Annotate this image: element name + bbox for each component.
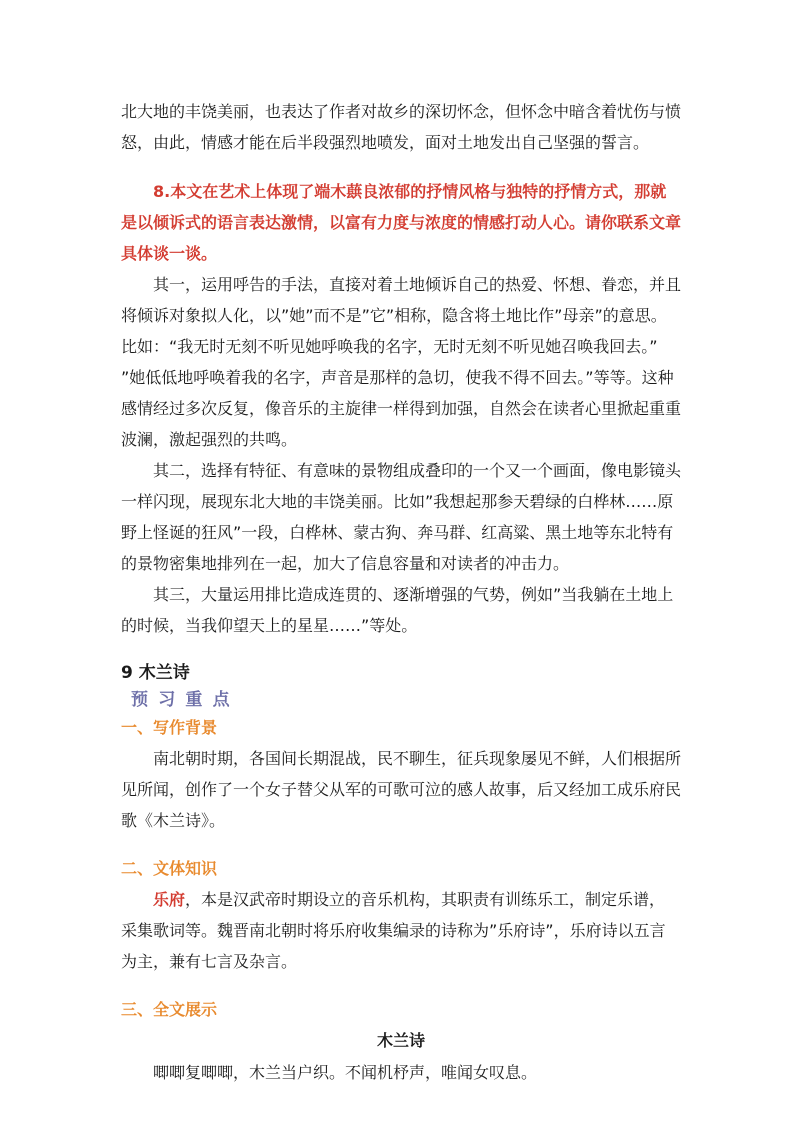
answer-paragraph-3: 其三，大量运用排比造成连贯的、逐渐增强的气势，例如”当我躺在土地上的时候，当我仰望天上的星星……”等处。 [121,585,674,635]
section-heading-genre: 二、文体知识 [121,859,218,878]
spacer [121,158,681,176]
genre-paragraph-text: ，本是汉武帝时期设立的音乐机构，其职责有训练乐工，制定乐谱，采集歌词等。魏晋南北朝时将乐府收集编录的诗称为”乐府诗”，乐府诗以五言为主，兼有七言及杂言。 [121,890,666,971]
section-heading-fulltext: 三、全文展示 [121,1000,218,1019]
poem-title: 木兰诗 [376,1031,425,1050]
poem-first-line: 唧唧复唧唧，木兰当户织。不闻机杼声，唯闻女叹息。 [153,1063,538,1082]
spacer [121,977,681,995]
lesson-title: 9 木兰诗 [121,663,190,683]
background-paragraph: 南北朝时期，各国间长期混战，民不聊生，征兵现象屡见不鲜，人们根据所见所闻，创作了一个女子替父从军的可歌可泣的感人故事，后又经加工成乐府民歌《木兰诗》。 [121,749,682,830]
answer-paragraph-1: 其一，运用呼告的手法，直接对着土地倾诉自己的热爱、怀想、眷恋，并且将倾诉对象拟人化，以”她”而不是”它”相称，隐含将土地比作”母亲”的意思。比如：“我无时无刻不听见她呼唤我的名字，无时无刻不听见她召唤我回去。” ”她低低地呼唤着我的名字，声音是那样的急切，使我不得不回去。”等等。这种感情经过多次反复，像音乐的主旋律一样得到加强，自然会在读者心里掀起重重波澜，激起强烈的共鸣。 [121,275,682,449]
term-yuefu: 乐府 [153,890,186,909]
preview-label: 预习重点 [131,690,240,710]
spacer [121,641,681,659]
spacer [121,836,681,854]
genre-paragraph [121,884,681,977]
answer-paragraph-2: 其二，选择有特征、有意味的景物组成叠印的一个又一个画面，像电影镜头一样闪现，展现东北大地的丰饶美丽。比如”我想起那参天碧绿的白桦林……原野上怪诞的狂风”一段，白桦林、蒙古狗、奔马群、红高粱、黑土地等东北特有的景物密集地排列在一起，加大了信息容量和对读者的冲击力。 [121,461,682,573]
question-8: 8.本文在艺术上体现了端木蕻良浓郁的抒情风格与独特的抒情方式，那就是以倾诉式的语言表达激情，以富有力度与浓度的情感打动人心。请你联系文章具体谈一谈。 [121,182,682,263]
section-heading-background: 一、写作背景 [121,718,218,737]
document-content [121,96,681,1088]
intro-paragraph-tail: 北大地的丰饶美丽，也表达了作者对故乡的深切怀念，但怀念中暗含着忧伤与愤怒，由此，情感才能在后半段强烈地喷发，面对土地发出自己坚强的誓言。 [121,102,682,152]
